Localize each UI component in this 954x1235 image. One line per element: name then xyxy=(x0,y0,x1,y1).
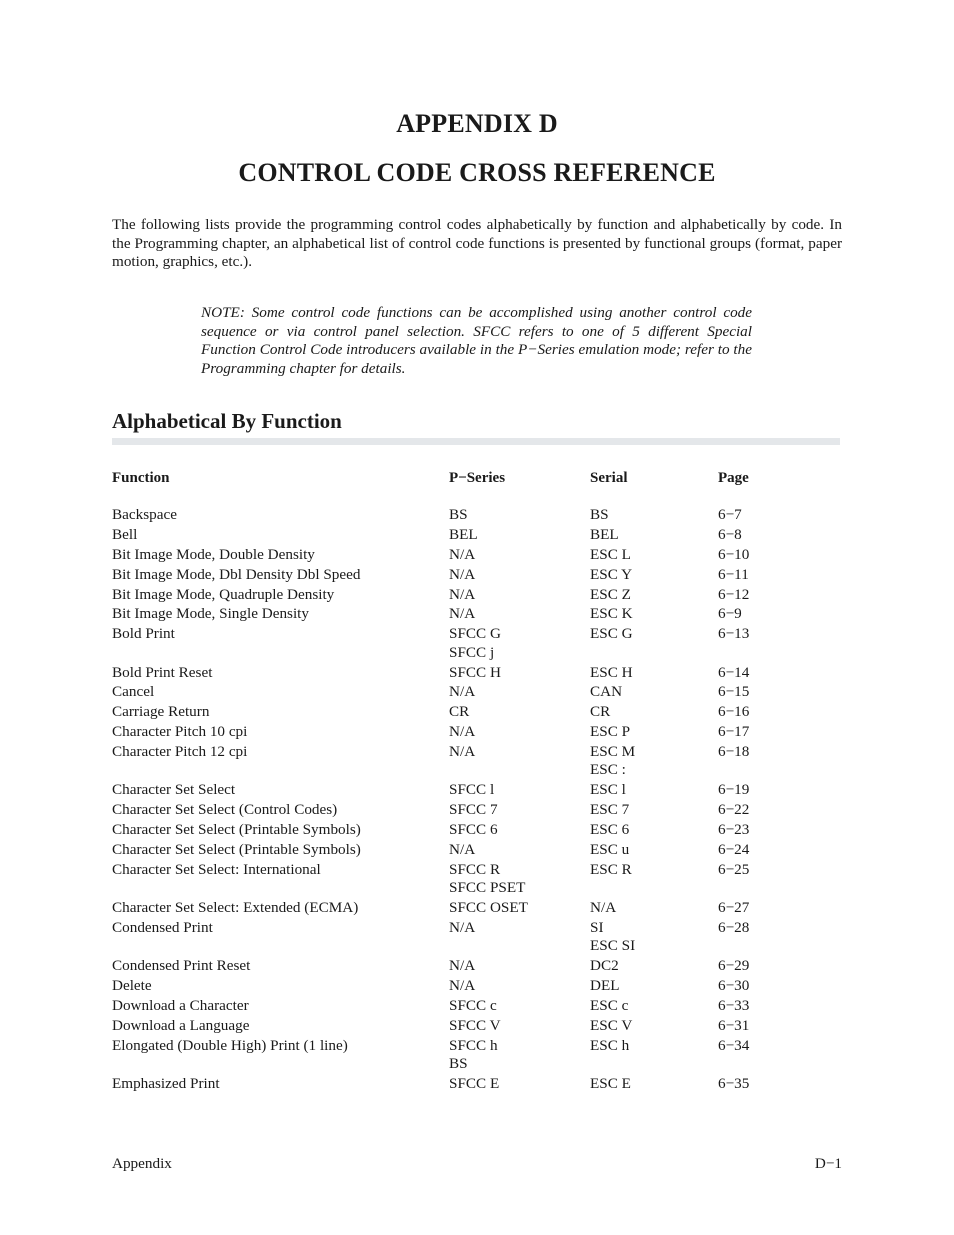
column-header-serial: Serial xyxy=(590,470,628,486)
page-cell: 6−17 xyxy=(718,723,750,741)
table-row xyxy=(0,604,954,624)
intro-paragraph: The following lists provide the programming control codes alphabetically by function and alphabetically by code. In the Programming chapter, an alphabetical list of control code functions is presented by functional groups (format, paper motion, graphics, etc.). xyxy=(112,216,842,270)
section-title: Alphabetical By Function xyxy=(112,409,342,433)
table-row xyxy=(0,780,954,800)
function-cell: Character Set Select: International xyxy=(112,860,321,878)
pseries-cell: SFCC G xyxy=(449,625,501,643)
pseries-cell: BS xyxy=(449,1054,468,1072)
table-row xyxy=(0,898,954,918)
page-cell: 6−16 xyxy=(718,703,750,721)
serial-cell: ESC K xyxy=(590,605,633,623)
serial-cell: DC2 xyxy=(590,957,619,975)
pseries-cell: SFCC l xyxy=(449,781,495,799)
function-cell: Character Pitch 10 cpi xyxy=(112,723,248,741)
page-cell: 6−11 xyxy=(718,565,749,583)
table-row xyxy=(0,722,954,742)
page-cell: 6−29 xyxy=(718,957,750,975)
function-cell: Character Set Select xyxy=(112,781,236,799)
pseries-cell: CR xyxy=(449,703,470,721)
function-cell: Bit Image Mode, Quadruple Density xyxy=(112,585,335,603)
function-cell: Cancel xyxy=(112,683,155,701)
table-row xyxy=(0,565,954,585)
pseries-cell: N/A xyxy=(449,545,476,563)
table-row xyxy=(0,663,954,683)
pseries-cell: N/A xyxy=(449,918,476,936)
table-row xyxy=(0,840,954,860)
pseries-cell: N/A xyxy=(449,605,476,623)
table-row xyxy=(0,624,954,662)
pseries-cell: SFCC E xyxy=(449,1074,500,1092)
function-cell: Character Set Select: Extended (ECMA) xyxy=(112,899,359,917)
serial-cell: ESC V xyxy=(590,1016,633,1034)
table-row xyxy=(0,525,954,545)
function-cell: Bold Print xyxy=(112,625,175,643)
pseries-cell: N/A xyxy=(449,565,476,583)
pseries-cell: N/A xyxy=(449,840,476,858)
serial-cell: ESC P xyxy=(590,723,631,741)
serial-cell: ESC Y xyxy=(590,565,633,583)
function-cell: Character Pitch 12 cpi xyxy=(112,743,248,761)
table-row xyxy=(0,682,954,702)
serial-cell: DEL xyxy=(590,977,620,994)
page-cell: 6−35 xyxy=(718,1074,750,1092)
table-row xyxy=(0,505,954,525)
function-cell: Character Set Select (Control Codes) xyxy=(112,801,338,819)
table-row xyxy=(0,702,954,722)
function-cell: Delete xyxy=(112,977,152,994)
function-cell: Bell xyxy=(112,525,138,543)
serial-cell: ESC E xyxy=(590,1074,631,1092)
column-header-pseries: P−Series xyxy=(449,470,506,486)
function-cell: Bold Print Reset xyxy=(112,663,213,681)
serial-cell: ESC u xyxy=(590,840,630,858)
pseries-cell: SFCC V xyxy=(449,1016,501,1034)
table-row xyxy=(0,585,954,605)
serial-cell: ESC SI xyxy=(590,937,636,955)
function-cell: Condensed Print Reset xyxy=(112,957,251,975)
pseries-cell: N/A xyxy=(449,957,476,975)
function-cell: Bit Image Mode, Dbl Density Dbl Speed xyxy=(112,565,361,583)
serial-cell: ESC l xyxy=(590,781,626,799)
page-cell: 6−25 xyxy=(718,860,750,878)
serial-cell: ESC R xyxy=(590,860,632,878)
function-cell: Download a Character xyxy=(112,996,249,1014)
page-cell: 6−22 xyxy=(718,801,750,819)
page-cell: 6−7 xyxy=(718,506,742,523)
table-row xyxy=(0,1074,954,1094)
page-cell: 6−13 xyxy=(718,625,750,643)
page-cell: 6−33 xyxy=(718,996,750,1014)
note-paragraph: NOTE: Some control code functions can be accomplished using another control code sequence or via control panel selection. SFCC refers to one of 5 different Special Function Control Code introducers available in the P−Series emulation mode; refer to the Programming chapter for details. xyxy=(201,304,752,377)
pseries-cell: SFCC OSET xyxy=(449,899,528,917)
page-cell: 6−34 xyxy=(718,1036,750,1054)
page-cell: 6−10 xyxy=(718,545,750,563)
appendix-heading: APPENDIX D xyxy=(396,109,558,138)
function-table xyxy=(0,505,954,1094)
serial-cell: ESC : xyxy=(590,761,626,779)
page-cell: 6−9 xyxy=(718,605,742,623)
page-cell: 6−15 xyxy=(718,683,750,701)
pseries-cell: SFCC c xyxy=(449,996,497,1014)
pseries-cell: SFCC j xyxy=(449,643,495,661)
table-row xyxy=(0,996,954,1016)
pseries-cell: N/A xyxy=(449,977,476,994)
serial-cell: ESC 6 xyxy=(590,821,630,839)
column-header-function: Function xyxy=(112,470,170,486)
pseries-cell: SFCC h xyxy=(449,1036,498,1054)
serial-cell: SI xyxy=(590,918,604,936)
function-cell: Download a Language xyxy=(112,1016,250,1034)
page-cell: 6−24 xyxy=(718,840,750,858)
table-row xyxy=(0,545,954,565)
page-cell: 6−27 xyxy=(718,899,750,917)
function-cell: Backspace xyxy=(112,506,177,523)
serial-cell: ESC M xyxy=(590,743,636,761)
serial-cell: ESC 7 xyxy=(590,801,630,819)
function-cell: Condensed Print xyxy=(112,918,213,936)
serial-cell: ESC h xyxy=(590,1036,630,1054)
pseries-cell: SFCC PSET xyxy=(449,879,526,897)
column-header-page: Page xyxy=(718,470,749,486)
page-cell: 6−23 xyxy=(718,821,750,839)
pseries-cell: SFCC R xyxy=(449,860,501,878)
section-rule xyxy=(112,438,840,445)
table-row xyxy=(0,860,954,898)
serial-cell: ESC Z xyxy=(590,585,631,603)
table-row xyxy=(0,742,954,780)
serial-cell: BS xyxy=(590,506,609,523)
page-cell: 6−8 xyxy=(718,525,742,543)
page-number: D−1 xyxy=(814,1155,842,1172)
table-row xyxy=(0,956,954,976)
table-row xyxy=(0,820,954,840)
serial-cell: CAN xyxy=(590,683,623,701)
pseries-cell: BS xyxy=(449,506,468,523)
pseries-cell: BEL xyxy=(449,525,478,543)
table-row xyxy=(0,800,954,820)
table-row xyxy=(0,918,954,956)
serial-cell: ESC H xyxy=(590,663,633,681)
pseries-cell: SFCC H xyxy=(449,663,501,681)
page-cell: 6−30 xyxy=(718,977,750,994)
page-cell: 6−18 xyxy=(718,743,750,761)
serial-cell: CR xyxy=(590,703,611,721)
page-cell: 6−19 xyxy=(718,781,750,799)
pseries-cell: N/A xyxy=(449,743,476,761)
page-title: CONTROL CODE CROSS REFERENCE xyxy=(238,158,716,187)
function-cell: Elongated (Double High) Print (1 line) xyxy=(112,1036,348,1054)
function-cell: Bit Image Mode, Double Density xyxy=(112,545,315,563)
serial-cell: N/A xyxy=(590,899,617,917)
page-cell: 6−31 xyxy=(718,1016,750,1034)
function-cell: Emphasized Print xyxy=(112,1074,220,1092)
table-row xyxy=(0,976,954,996)
page-cell: 6−12 xyxy=(718,585,750,603)
function-cell: Character Set Select (Printable Symbols) xyxy=(112,840,361,858)
footer-left: Appendix xyxy=(112,1155,172,1172)
pseries-cell: N/A xyxy=(449,585,476,603)
table-row xyxy=(0,1036,954,1074)
page-cell: 6−28 xyxy=(718,918,750,936)
serial-cell: ESC c xyxy=(590,996,629,1014)
function-cell: Character Set Select (Printable Symbols) xyxy=(112,821,361,839)
table-row xyxy=(0,1016,954,1036)
pseries-cell: N/A xyxy=(449,723,476,741)
page-cell: 6−14 xyxy=(718,663,750,681)
pseries-cell: SFCC 7 xyxy=(449,801,498,819)
serial-cell: ESC G xyxy=(590,625,633,643)
function-cell: Carriage Return xyxy=(112,703,210,721)
serial-cell: ESC L xyxy=(590,545,631,563)
pseries-cell: N/A xyxy=(449,683,476,701)
serial-cell: BEL xyxy=(590,525,619,543)
pseries-cell: SFCC 6 xyxy=(449,821,498,839)
function-cell: Bit Image Mode, Single Density xyxy=(112,605,309,623)
